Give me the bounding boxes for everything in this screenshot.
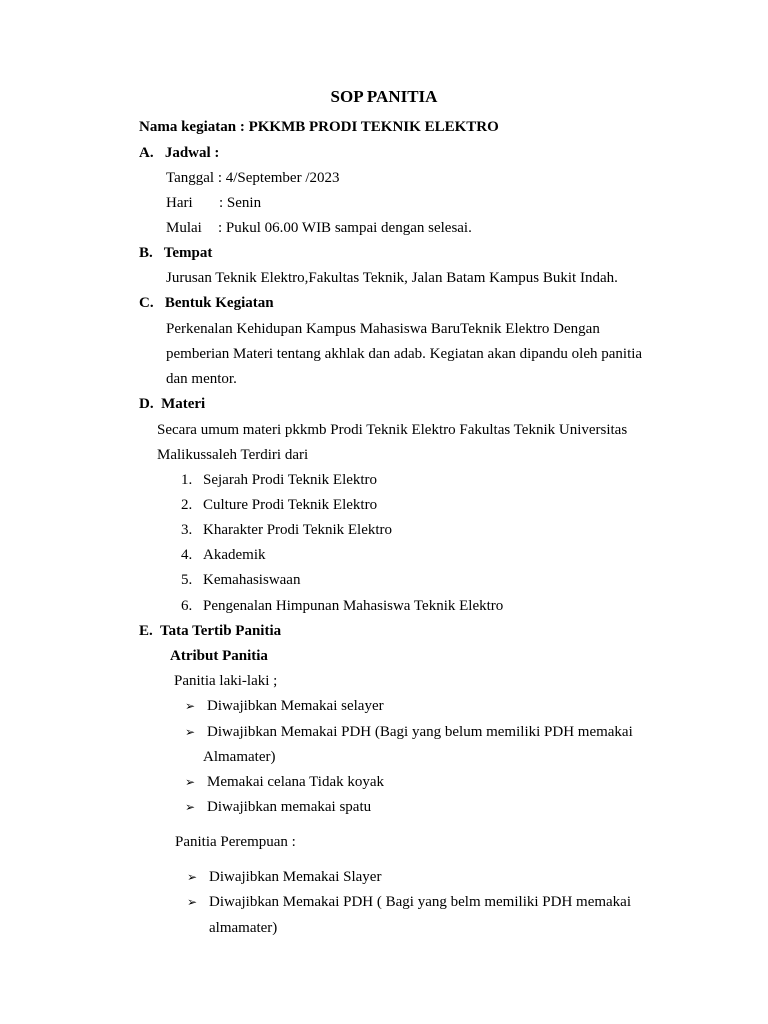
bullet-text-continuation: almamater) (209, 920, 278, 936)
schedule-date: Tanggal : 4/September /2023 (166, 170, 340, 186)
arrow-bullet-icon: ➢ (185, 775, 196, 789)
male-committee-label: Panitia laki-laki ; (174, 673, 278, 689)
document-title: SOP PANITIA (330, 87, 438, 106)
arrow-bullet-icon: ➢ (185, 699, 196, 713)
activity-line-1: Perkenalan Kehidupan Kampus Mahasiswa BaruTeknik Elektro Dengan (166, 321, 600, 337)
arrow-bullet-icon: ➢ (185, 725, 196, 739)
list-item (181, 597, 503, 615)
list-number: 6. (181, 598, 193, 614)
bullet-item (187, 868, 381, 886)
list-text: Sejarah Prodi Teknik Elektro (203, 472, 378, 488)
bullet-text: Diwajibkan Memakai PDH (Bagi yang belum memiliki PDH memakai (207, 724, 633, 740)
list-item (181, 571, 300, 589)
schedule-start-label: Mulai (166, 220, 202, 236)
section-a-heading: A. Jadwal : (139, 145, 220, 161)
bullet-text: Diwajibkan Memakai selayer (207, 698, 384, 714)
activity-line-2: pemberian Materi tentang akhlak dan adab. Kegiatan akan dipandu oleh panitia (166, 346, 643, 362)
bullet-item (185, 773, 384, 791)
bullet-text: Diwajibkan Memakai PDH ( Bagi yang belm memiliki PDH memakai (209, 894, 632, 910)
list-item (181, 521, 392, 539)
bullet-item (185, 798, 371, 816)
list-text: Kharakter Prodi Teknik Elektro (203, 522, 393, 538)
arrow-bullet-icon: ➢ (185, 800, 196, 814)
female-committee-label: Panitia Perempuan : (175, 834, 296, 850)
schedule-day-label: Hari (166, 195, 193, 211)
section-b-heading: B. Tempat (139, 245, 213, 261)
bullet-text: Memakai celana Tidak koyak (207, 774, 385, 790)
list-text: Pengenalan Himpunan Mahasiswa Teknik Elektro (203, 598, 504, 614)
materi-line-2: Malikussaleh Terdiri dari (157, 447, 309, 463)
bullet-text: Diwajibkan Memakai Slayer (209, 869, 382, 885)
list-number: 5. (181, 572, 193, 588)
schedule-start-value: : Pukul 06.00 WIB sampai dengan selesai. (218, 220, 472, 236)
list-text: Culture Prodi Teknik Elektro (203, 497, 378, 513)
list-item (181, 546, 265, 564)
bullet-item (187, 893, 631, 911)
section-e-heading: E. Tata Tertib Panitia (139, 623, 282, 639)
materi-line-1: Secara umum materi pkkmb Prodi Teknik Elektro Fakultas Teknik Universitas (157, 422, 628, 438)
list-text: Akademik (203, 547, 266, 563)
bullet-text-continuation: Almamater) (203, 749, 276, 765)
section-c-heading: C. Bentuk Kegiatan (139, 295, 274, 311)
attribute-subheading: Atribut Panitia (170, 648, 268, 664)
bullet-item (185, 697, 384, 715)
list-number: 1. (181, 472, 193, 488)
list-item (181, 471, 377, 489)
activity-line-3: dan mentor. (166, 371, 237, 387)
arrow-bullet-icon: ➢ (187, 895, 198, 909)
list-number: 4. (181, 547, 193, 563)
bullet-text: Diwajibkan memakai spatu (207, 799, 372, 815)
list-number: 3. (181, 522, 193, 538)
list-item (181, 496, 377, 514)
venue-text: Jurusan Teknik Elektro,Fakultas Teknik, Jalan Batam Kampus Bukit Indah. (166, 270, 618, 286)
event-name: Nama kegiatan : PKKMB PRODI TEKNIK ELEKTRO (139, 119, 499, 135)
bullet-item (185, 723, 633, 741)
list-text: Kemahasiswaan (203, 572, 301, 588)
schedule-day-value: : Senin (219, 195, 262, 211)
list-number: 2. (181, 497, 193, 513)
arrow-bullet-icon: ➢ (187, 870, 198, 884)
section-d-heading: D. Materi (139, 396, 206, 412)
